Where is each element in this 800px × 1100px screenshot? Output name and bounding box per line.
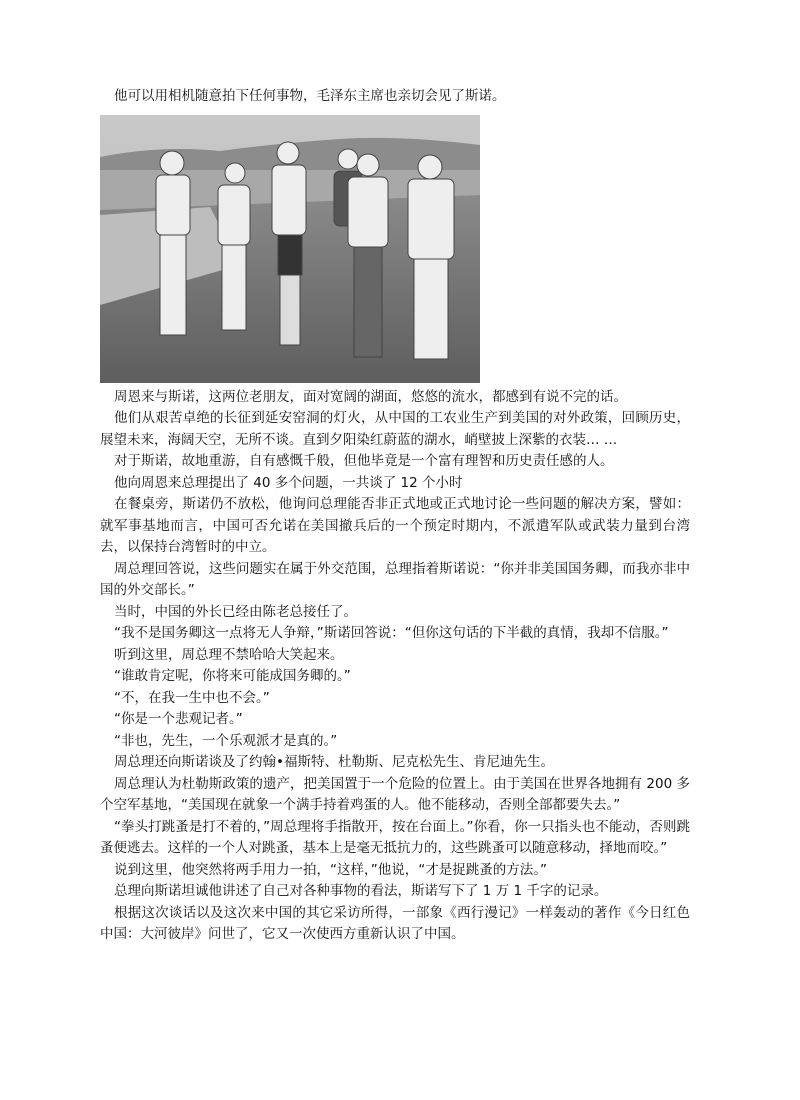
dialogue-line: “谁敢肯定呢，你将来可能成国务卿的。”	[114, 668, 351, 684]
dialogue-line: “非也，先生，一个乐观派才是真的。”	[114, 732, 338, 749]
paragraph: 根据这次谈话以及这次来中国的其它采访所得，一部象《西行漫记》一样轰动的著作《今日红色中国：大河彼岸》问世了，它又一次使西方重新认识了中国。	[100, 904, 690, 942]
paragraph: 他向周恩来总理提出了 40 多个问题，一共谈了 12 个小时	[114, 474, 463, 491]
dialogue-line: “你是一个悲观记者。”	[114, 711, 243, 727]
paragraph: 他们从艰苦卓绝的长征到延安窑洞的灯火，从中国的工农业生产到美国的对外政策，回顾历史，展望未来，海阔天空，无所不谈。直到夕阳染红蔚蓝的湖水，峭壁披上深紫的衣装… …	[100, 410, 690, 448]
paragraph: 对于斯诺，故地重游，自有感慨千般，但他毕竟是一个富有理智和历史责任感的人。	[114, 453, 614, 469]
paragraph: 说到这里，他突然将两手用力一拍，“这样，”他说，“才是捉跳蚤的方法。”	[114, 861, 547, 878]
dialogue-line: “不，在我一生中也不会。”	[114, 689, 270, 706]
paragraph: 听到这里，周总理不禁哈哈大笑起来。	[114, 646, 344, 663]
paragraph: 周恩来与斯诺，这两位老朋友，面对宽阔的湖面，悠悠的流水，都感到有说不完的话。	[114, 388, 627, 405]
paragraph: 周总理认为杜勒斯政策的遗产，把美国置于一个危险的位置上。由于美国在世界各地拥有 200 多个空军基地，“美国现在就象一个满手持着鸡蛋的人。他不能移动，否则全部都要失去。”	[100, 775, 690, 813]
article-body	[100, 86, 690, 946]
paragraph: 当时，中国的外长已经由陈老总接任了。	[114, 603, 357, 620]
intro-paragraph: 他可以用相机随意拍下任何事物，毛泽东主席也亲切会见了斯诺。	[114, 88, 506, 104]
paragraph: “我不是国务卿这一点将无人争辩，”斯诺回答说：“但你这句话的下半截的真情，我却不信服。”	[114, 625, 669, 641]
paragraph: 在餐桌旁，斯诺仍不放松，他询问总理能否非正式地或正式地讨论一些问题的解决方案，譬如：就军事基地而言，中国可否允诺在美国撤兵后的一个预定时期内，不派遣军队或武装力量到台湾去，以保持台湾暂时的中立。	[100, 496, 690, 555]
group-photo	[100, 115, 480, 383]
paragraph: 总理向斯诺坦诚他讲述了自己对各种事物的看法，斯诺写下了 1 万 1 千字的记录。	[114, 883, 608, 899]
paragraph: “拳头打跳蚤是打不着的，”周总理将手指散开，按在台面上。”你看，你一只指头也不能动，否则跳蚤便逃去。这样的一个人对跳蚤，基本上是毫无抵抗力的，这些跳蚤可以随意移动，择地而咬。”	[100, 818, 690, 856]
paragraph: 周总理还向斯诺谈及了约翰•福斯特、杜勒斯、尼克松先生、肯尼迪先生。	[114, 754, 554, 770]
paragraph: 周总理回答说，这些问题实在属于外交范围，总理指着斯诺说：“你并非美国国务卿，而我亦非中国的外交部长。”	[100, 560, 690, 598]
